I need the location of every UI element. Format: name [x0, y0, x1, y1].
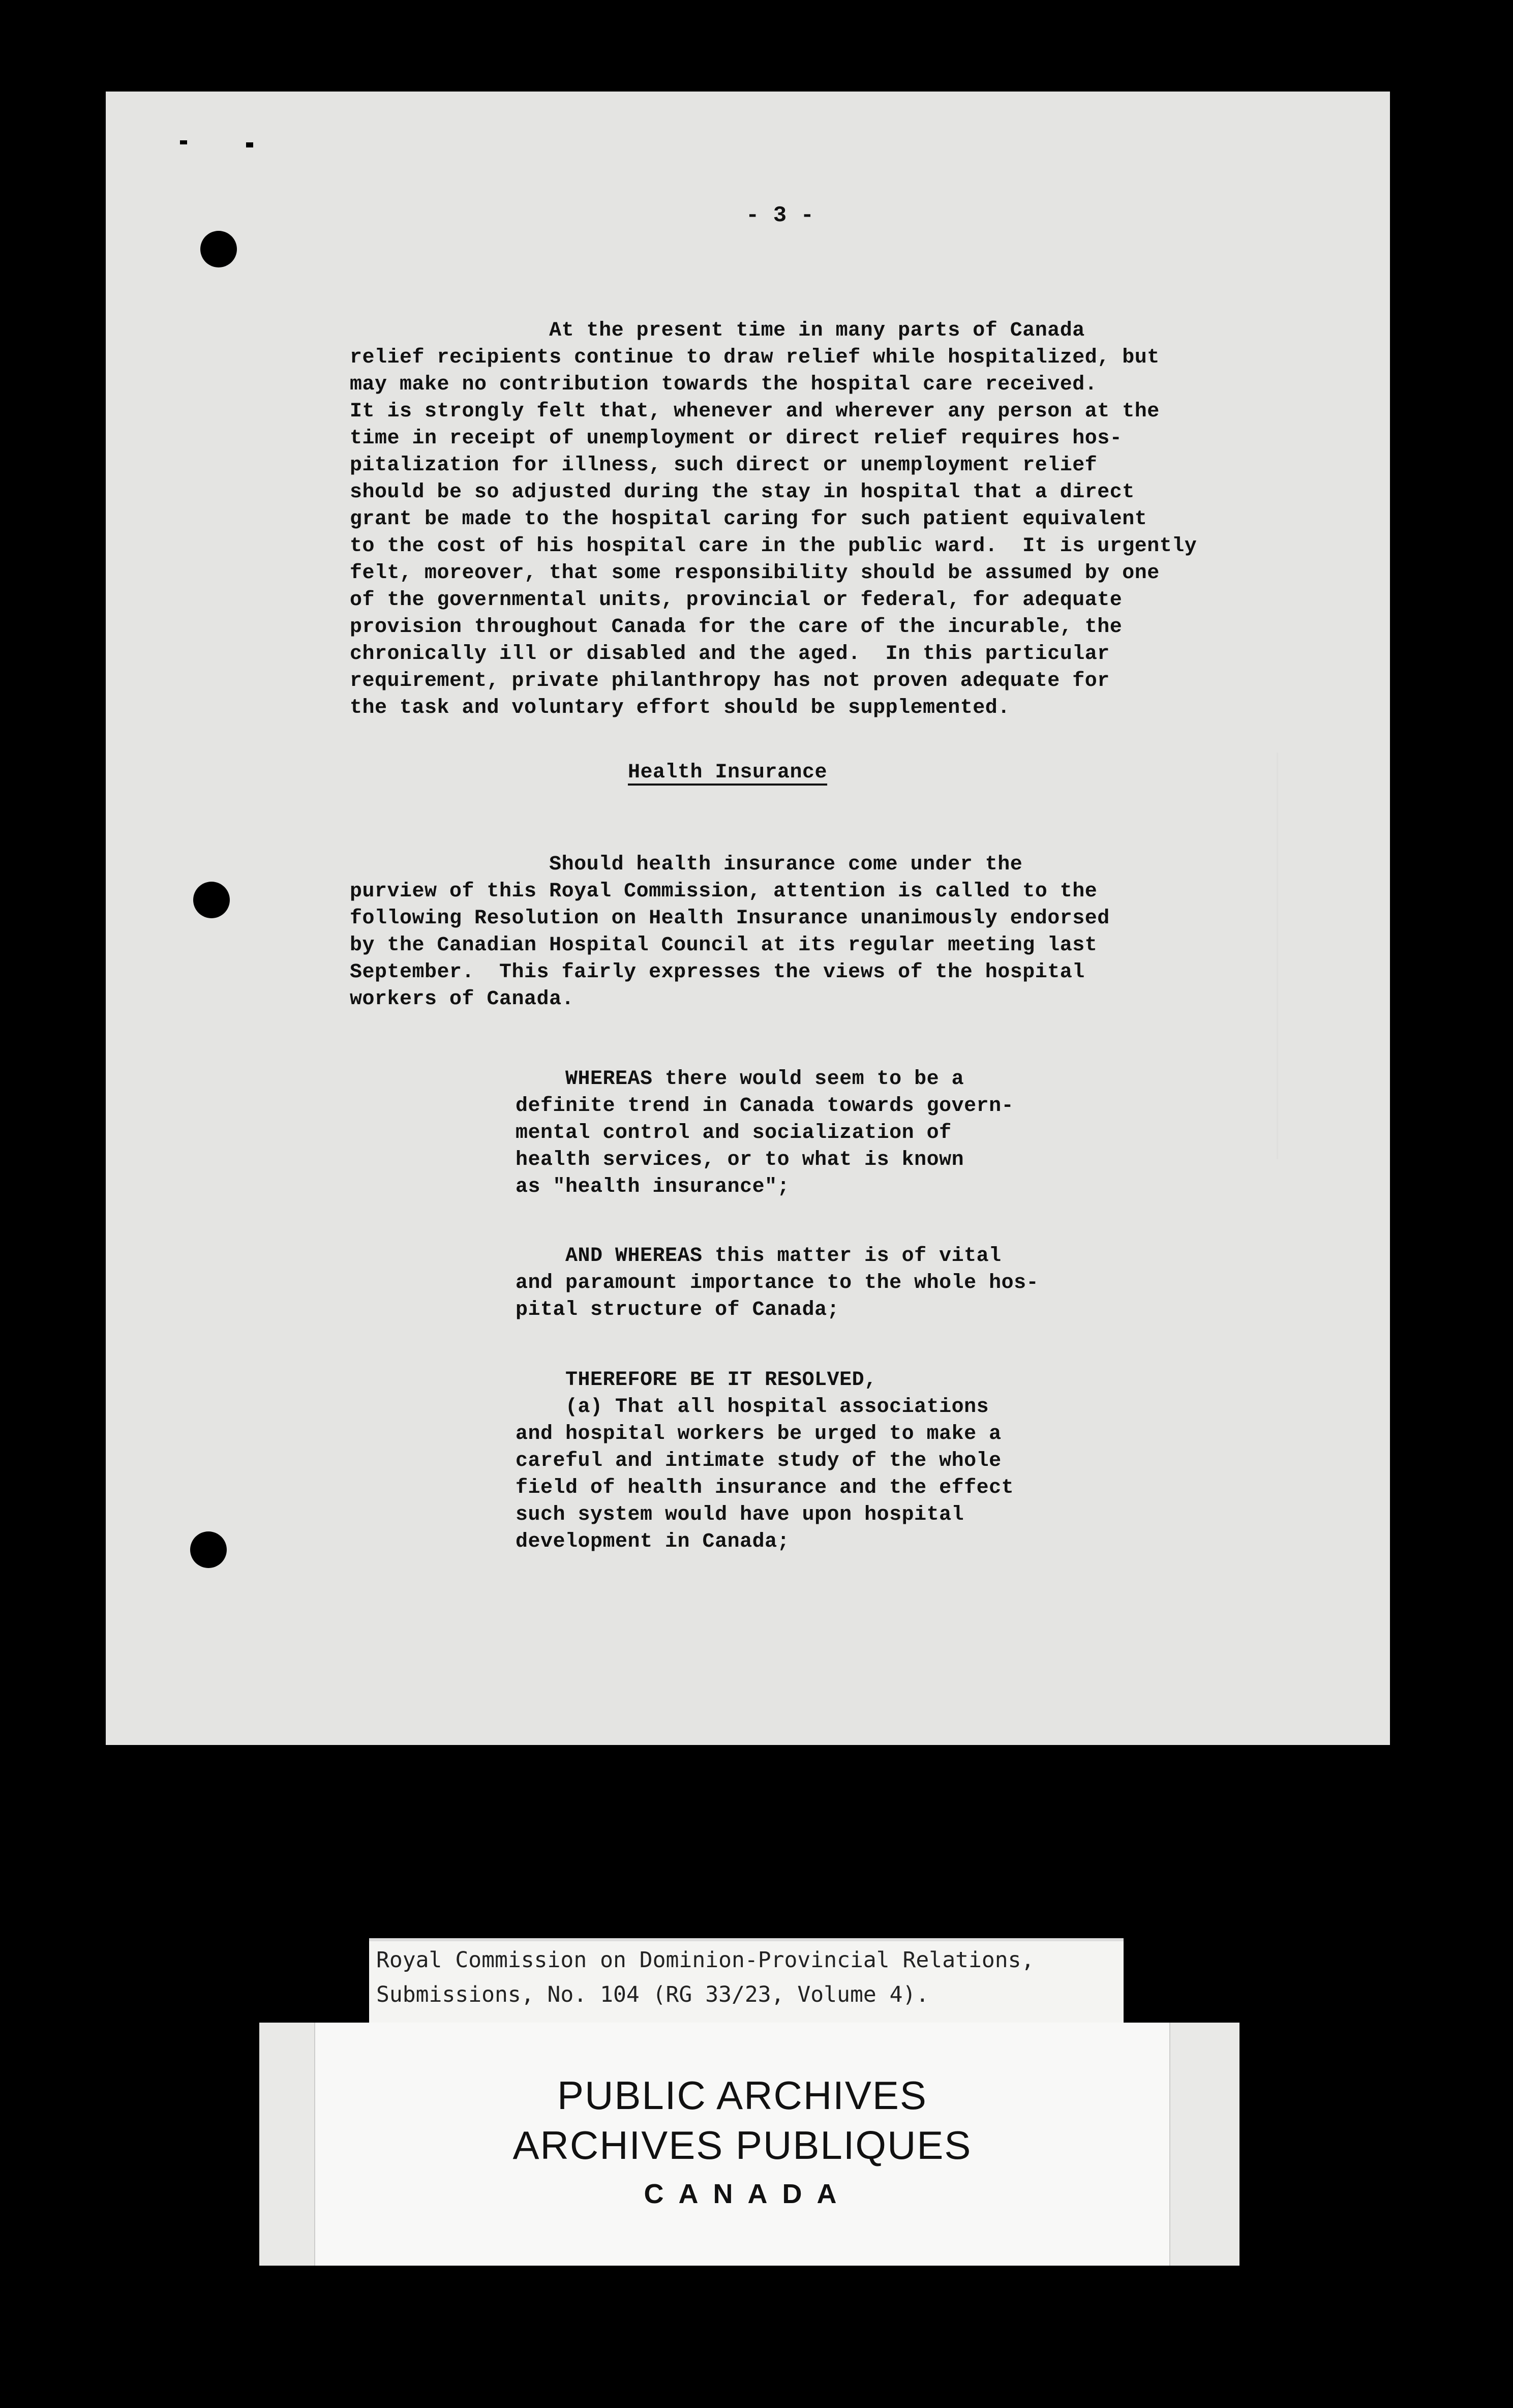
caption-line-2: Submissions, No. 104 (RG 33/23, Volume 4). [376, 1982, 929, 2007]
text-line: may make no contribution towards the hospital care received. [350, 373, 1098, 396]
document-page [106, 92, 1390, 1745]
margin-mark [180, 140, 187, 144]
text-line: relief recipients continue to draw relief while hospitalized, but [350, 346, 1160, 369]
text-line: the task and voluntary effort should be supplemented. [350, 697, 1010, 719]
stamp-line-3: C A N A D A [644, 2179, 841, 2209]
text-line: definite trend in Canada towards govern- [516, 1095, 1014, 1118]
text-line: WHEREAS there would seem to be a [516, 1068, 964, 1091]
text-line: It is strongly felt that, whenever and wherever any person at the [350, 400, 1160, 423]
text-line: such system would have upon hospital [516, 1503, 964, 1526]
text-line: September. This fairly expresses the views of the hospital [350, 961, 1085, 984]
text-line: to the cost of his hospital care in the public ward. It is urgently [350, 535, 1197, 558]
text-line: AND WHEREAS this matter is of vital [516, 1245, 1002, 1268]
body-paragraph-health-insurance [350, 851, 1110, 1013]
text-line: mental control and socialization of [516, 1122, 952, 1145]
text-line: development in Canada; [516, 1530, 790, 1553]
text-line: grant be made to the hospital caring for such patient equivalent [350, 508, 1147, 531]
text-line: purview of this Royal Commission, attention is called to the [350, 880, 1098, 903]
text-line: At the present time in many parts of Canada [350, 319, 1085, 342]
bleed-through-shadow [1277, 752, 1370, 1159]
text-line: and paramount importance to the whole hos- [516, 1272, 1039, 1295]
punch-hole [193, 882, 230, 918]
text-line: following Resolution on Health Insurance unanimously endorsed [350, 907, 1110, 930]
archives-stamp [259, 2023, 1239, 2266]
text-line: time in receipt of unemployment or direct relief requires hos- [350, 427, 1123, 450]
text-line: requirement, private philanthropy has not proven adequate for [350, 670, 1110, 693]
text-line: pitalization for illness, such direct or unemployment relief [350, 454, 1098, 477]
text-line: provision throughout Canada for the care of the incurable, the [350, 616, 1123, 639]
punch-hole [190, 1531, 227, 1568]
stamp-line-1: PUBLIC ARCHIVES [557, 2073, 927, 2118]
caption-line-1: Royal Commission on Dominion-Provincial Relations, [376, 1947, 1035, 1973]
body-paragraph-relief [350, 317, 1197, 721]
text-line: by the Canadian Hospital Council at its regular meeting last [350, 934, 1098, 957]
text-line: as "health insurance"; [516, 1176, 790, 1198]
text-line: should be so adjusted during the stay in hospital that a direct [350, 481, 1135, 504]
text-line: (a) That all hospital associations [516, 1396, 989, 1419]
text-line: and hospital workers be urged to make a [516, 1423, 1002, 1446]
resolution-whereas-1 [516, 1066, 1014, 1200]
punch-hole [200, 231, 237, 267]
section-heading: Health Insurance [628, 761, 828, 784]
text-line: field of health insurance and the effect [516, 1477, 1014, 1499]
text-line: Should health insurance come under the [350, 853, 1023, 876]
resolution-therefore [516, 1367, 1014, 1555]
stamp-line-2: ARCHIVES PUBLIQUES [512, 2123, 972, 2168]
text-line: pital structure of Canada; [516, 1299, 840, 1321]
text-line: of the governmental units, provincial or federal, for adequate [350, 589, 1123, 612]
archive-caption-label [369, 1938, 1124, 2027]
stamp-card [314, 2023, 1170, 2266]
text-line: workers of Canada. [350, 988, 574, 1011]
resolution-whereas-2 [516, 1243, 1039, 1323]
text-line: THEREFORE BE IT RESOLVED, [516, 1369, 877, 1392]
text-line: felt, moreover, that some responsibility should be assumed by one [350, 562, 1160, 585]
page-number: - 3 - [746, 203, 814, 228]
text-line: health services, or to what is known [516, 1149, 964, 1171]
text-line: chronically ill or disabled and the aged. In this particular [350, 643, 1110, 666]
text-line: careful and intimate study of the whole [516, 1450, 1002, 1472]
margin-mark [246, 142, 253, 147]
